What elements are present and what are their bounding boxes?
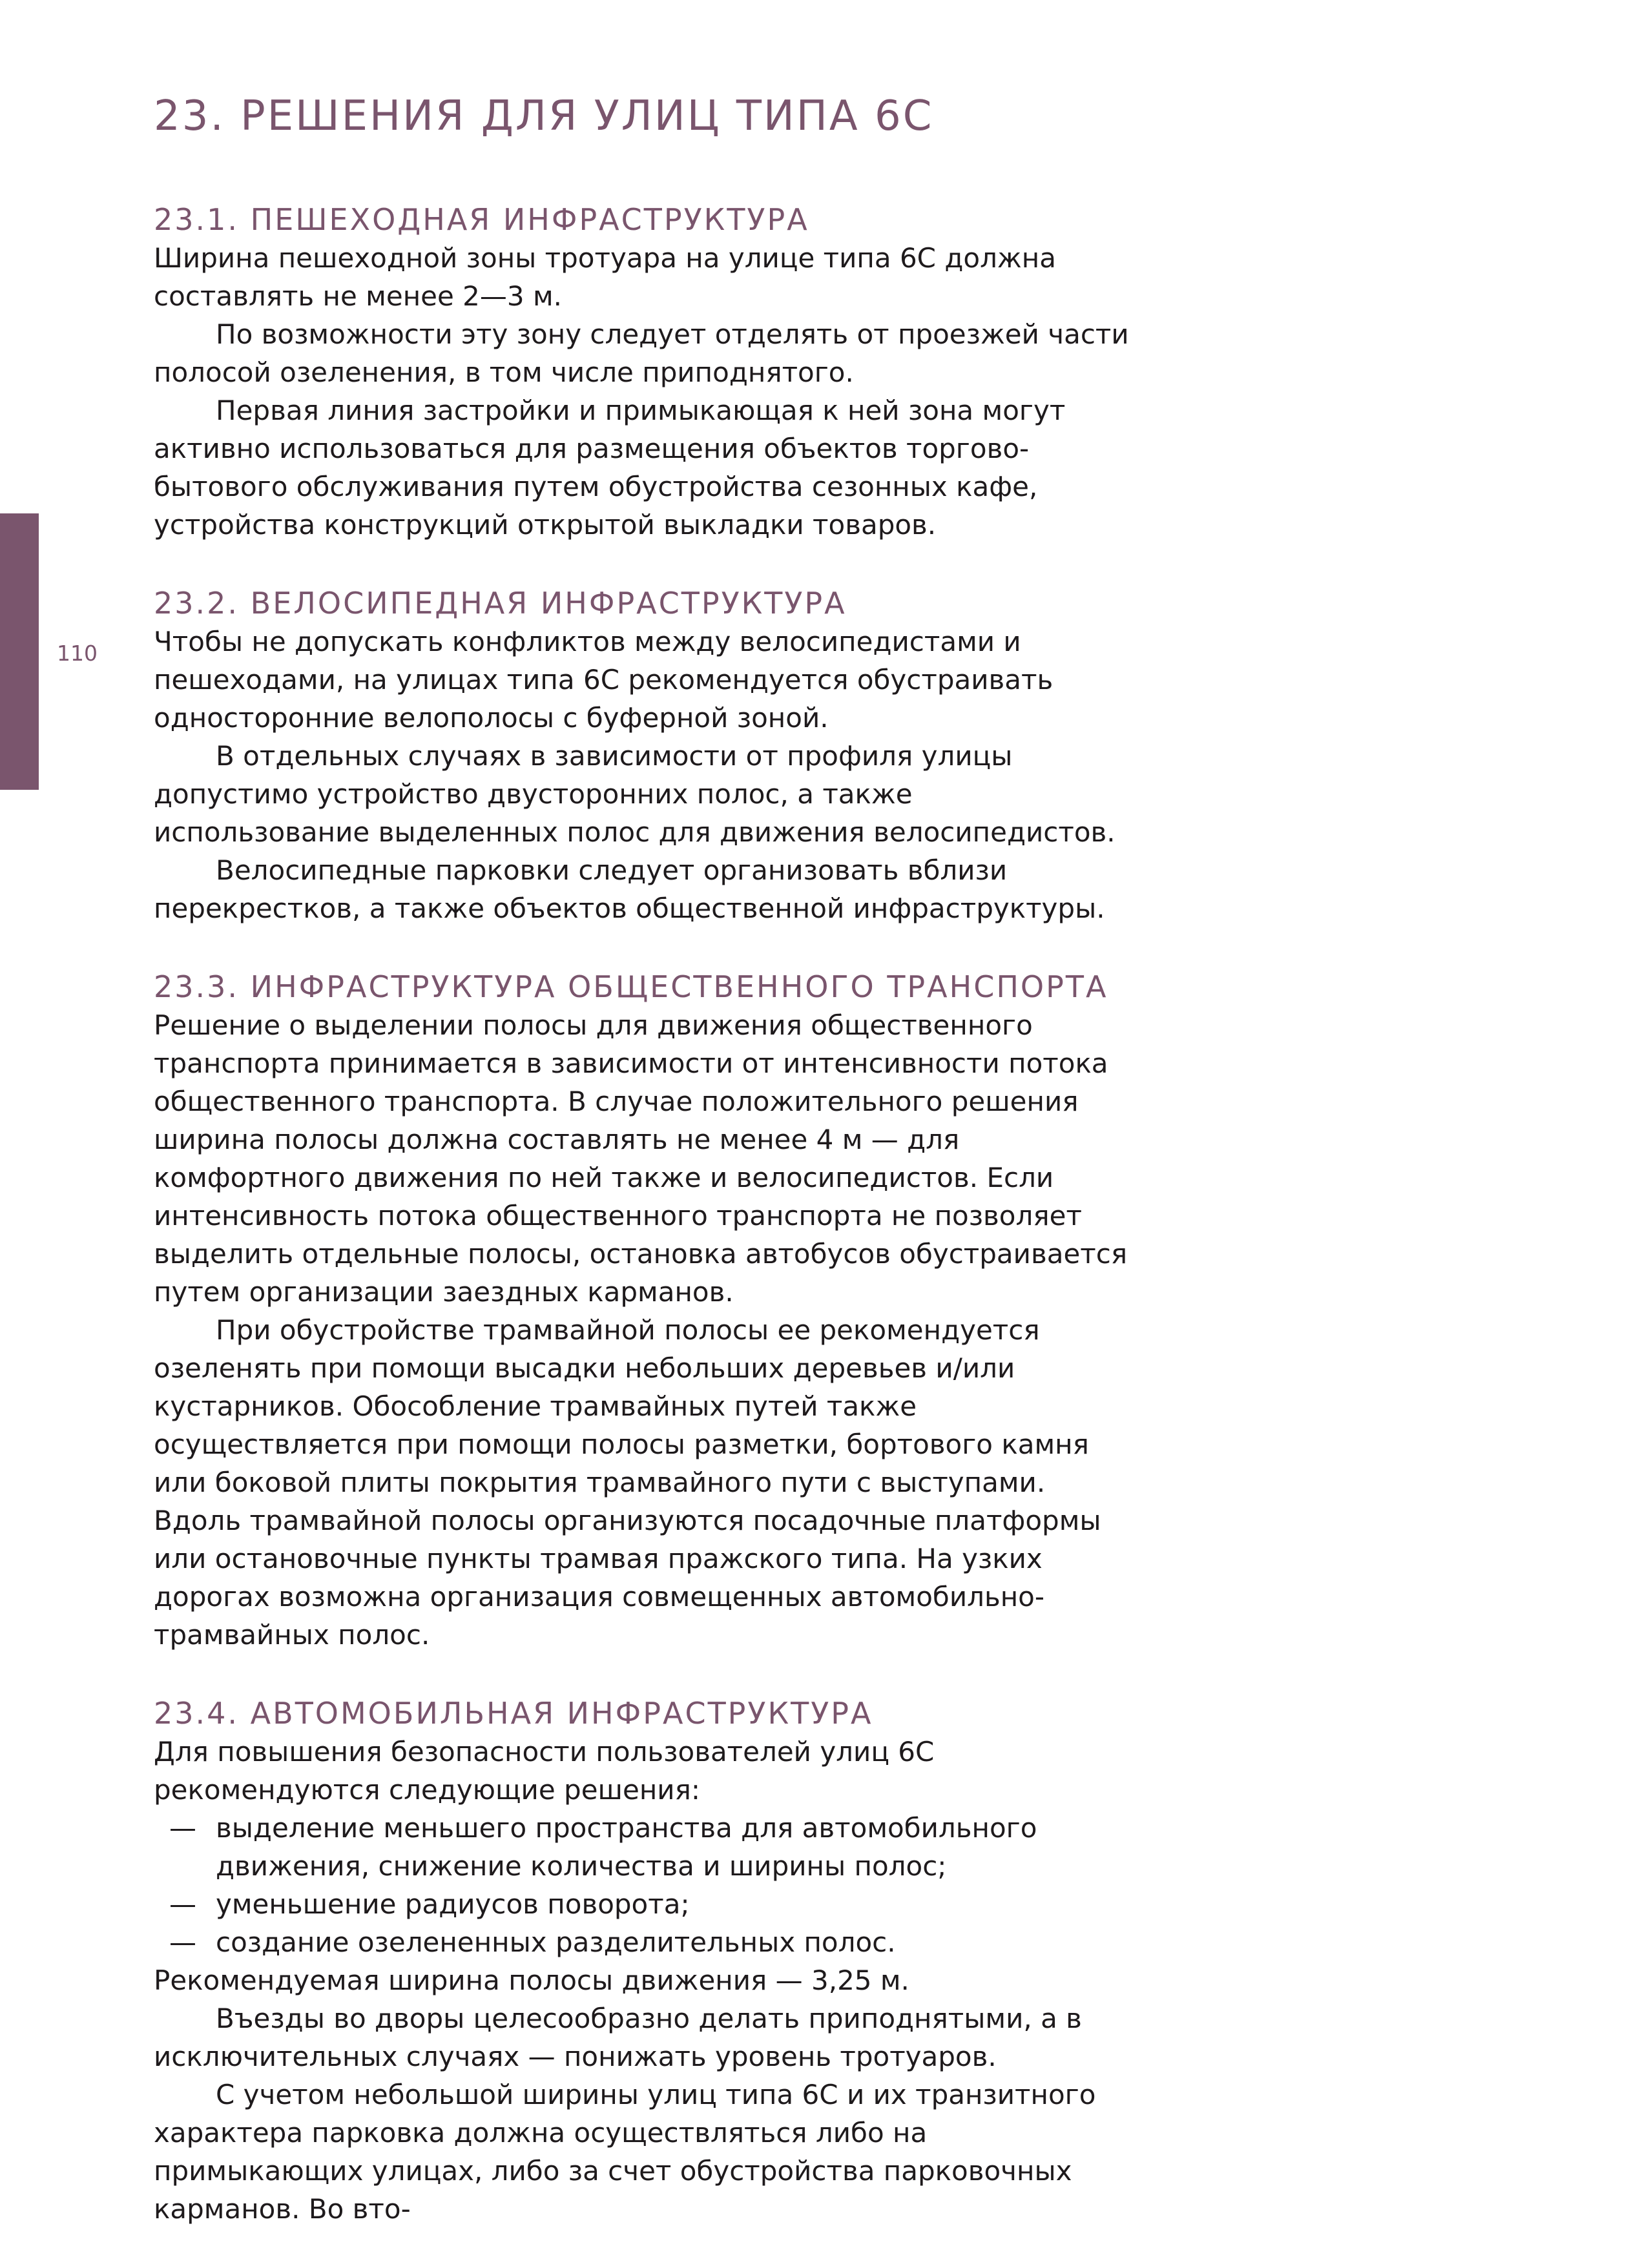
- paragraph: Рекомендуемая ширина полосы движения — 3,25 м.: [154, 1964, 909, 1996]
- list-item-text: создание озелененных разделительных полос.: [216, 1926, 896, 1958]
- list-item-text: выделение меньшего пространства для автомобильного движения, снижение количества и ширины полос;: [216, 1812, 1037, 1882]
- section-pedestrian: [154, 200, 1136, 544]
- page-number: 110: [57, 641, 98, 666]
- chapter-title: 23. РЕШЕНИЯ ДЛЯ УЛИЦ ТИПА 6С: [154, 92, 934, 140]
- section-automobile: [154, 1694, 1136, 2228]
- paragraph: Чтобы не допускать конфликтов между велосипедистами и пешеходами, на улицах типа 6С рекомендуется обустраивать односторонние велополосы с буферной зоной.: [154, 626, 1054, 734]
- list-item: [154, 1809, 1136, 1885]
- paragraph: С учетом небольшой ширины улиц типа 6С и их транзитного характера парковка должна осуществляться либо на примыкающих улицах, либо за счет обустройства парковочных карманов. Во вто-: [154, 2079, 1096, 2225]
- list-item: [154, 1885, 1136, 1923]
- paragraph: Решение о выделении полосы для движения общественного транспорта принимается в зависимости от интенсивности потока общественного транспорта. В случае положительного решения ширина полосы должна составлять не менее 4 м — для комфортного движения по ней также и велосипедистов. Если интенсивность потока общественного транспорта не позволяет выделить отдельные полосы, остановка автобусов обустраивается путем организации заездных карманов.: [154, 1009, 1128, 1308]
- dash-bullet: —: [169, 1926, 196, 1958]
- section-heading: 23.2. ВЕЛОСИПЕДНАЯ ИНФРАСТРУКТУРА: [154, 586, 847, 621]
- paragraph: По возможности эту зону следует отделять от проезжей части полосой озеленения, в том числе приподнятого.: [154, 318, 1129, 388]
- section-heading: 23.3. ИНФРАСТРУКТУРА ОБЩЕСТВЕННОГО ТРАНСПОРТА: [154, 969, 1108, 1004]
- paragraph: В отдельных случаях в зависимости от профиля улицы допустимо устройство двусторонних полос, а также использование выделенных полос для движения велосипедистов.: [154, 740, 1116, 848]
- section-public-transport: [154, 967, 1136, 1654]
- dash-bullet: —: [169, 1812, 196, 1844]
- recommendations-list: [154, 1809, 1136, 1961]
- section-bicycle: [154, 584, 1136, 927]
- paragraph: Для повышения безопасности пользователей улиц 6С рекомендуются следующие решения:: [154, 1736, 935, 1806]
- paragraph: Первая линия застройки и примыкающая к ней зона могут активно использоваться для размещения объектов торгово-бытового обслуживания путем обустройства сезонных кафе, устройства конструкций открытой выкладки товаров.: [154, 395, 1066, 541]
- page-content: [154, 90, 1136, 2268]
- side-tab-marker: [0, 513, 39, 790]
- paragraph: Ширина пешеходной зоны тротуара на улице типа 6С должна составлять не менее 2—3 м.: [154, 242, 1056, 312]
- list-item-text: уменьшение радиусов поворота;: [216, 1888, 690, 1920]
- dash-bullet: —: [169, 1888, 196, 1920]
- paragraph: Въезды во дворы целесообразно делать приподнятыми, а в исключительных случаях — понижать уровень тротуаров.: [154, 2003, 1082, 2072]
- section-heading: 23.1. ПЕШЕХОДНАЯ ИНФРАСТРУКТУРА: [154, 202, 809, 237]
- section-heading: 23.4. АВТОМОБИЛЬНАЯ ИНФРАСТРУКТУРА: [154, 1696, 873, 1731]
- paragraph: Велосипедные парковки следует организовать вблизи перекрестков, а также объектов общественной инфраструктуры.: [154, 854, 1105, 924]
- paragraph: При обустройстве трамвайной полосы ее рекомендуется озеленять при помощи высадки небольших деревьев и/или кустарников. Обособление трамвайных путей также осуществляется при помощи полосы разметки, бортового камня или боковой плиты покрытия трамвайного пути с выступами. Вдоль трамвайной полосы организуются посадочные платформы или остановочные пункты трамвая пражского типа. На узких дорогах возможна организация совмещенных автомобильно-трамвайных полос.: [154, 1314, 1101, 1651]
- list-item: [154, 1923, 1136, 1961]
